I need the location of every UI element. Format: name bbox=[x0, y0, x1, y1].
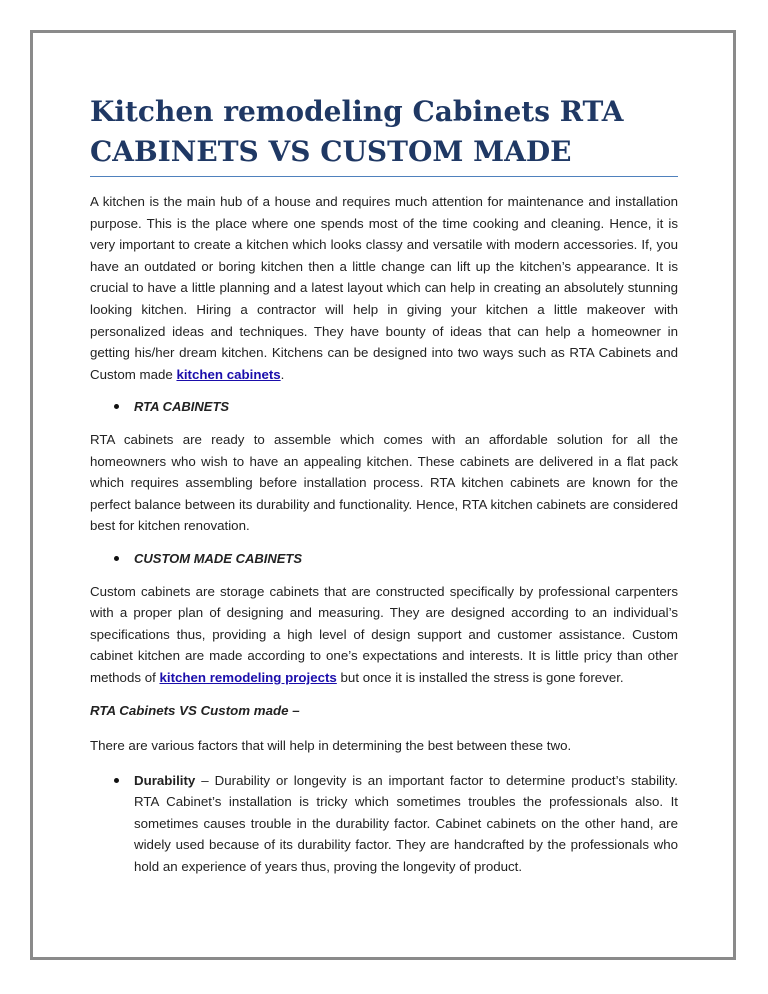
kitchen-remodeling-projects-link[interactable]: kitchen remodeling projects bbox=[159, 669, 337, 685]
bullet-icon bbox=[114, 404, 119, 409]
bullet-icon bbox=[114, 556, 119, 561]
durability-text: – Durability or longevity is an important factor to determine product’s stability. RTA Cabinet’s installation is tricky which sometimes troubles the professionals also. It sometimes causes trouble in the durability factor. Cabinet cabinets on the other hand, are widely used because of its durability factor. They are handcrafted by the professionals who hold an experience of years thus, proving the longevity of product. bbox=[134, 772, 678, 875]
custom-paragraph bbox=[90, 581, 678, 689]
title-line-1: Kitchen remodeling Cabinets RTA bbox=[90, 95, 624, 128]
durability-paragraph bbox=[134, 770, 678, 878]
custom-heading bbox=[90, 548, 678, 570]
intro-paragraph bbox=[90, 191, 678, 385]
page-title bbox=[90, 92, 678, 177]
durability-term: Durability bbox=[134, 772, 196, 788]
rta-heading bbox=[90, 396, 678, 418]
comparison-heading: RTA Cabinets VS Custom made – bbox=[90, 703, 300, 719]
rta-paragraph: RTA cabinets are ready to assemble which comes with an affordable solution for all the homeowners who wish to have an appealing kitchen. These cabinets are delivered in a flat pack which requires assembling before installation process. RTA kitchen cabinets are known for the perfect balance between its durability and functionality. Hence, RTA kitchen cabinets are considered best for kitchen renovation. bbox=[90, 431, 678, 534]
kitchen-cabinets-link[interactable]: kitchen cabinets bbox=[176, 366, 281, 382]
intro-text: A kitchen is the main hub of a house and requires much attention for maintenance and installation purpose. This is the place where one spends most of the time cooking and cleaning. Hence, it is very important to create a kitchen which looks classy and versatile with modern accessories. If, you have an outdated or boring kitchen then a little change can lift up the kitchen’s appearance. It is crucial to have a little planning and a latest layout which can help in creating an absolutely stunning looking kitchen. Hiring a contractor will help in giving your kitchen a little makeover with personalized ideas and techniques. They have bounty of ideas that can help a homeowner in getting his/her dream kitchen. Kitchens can be designed into two ways such as RTA Cabinets and Custom made bbox=[90, 194, 678, 382]
intro-end: . bbox=[280, 366, 285, 382]
custom-text-after: but once it is installed the stress is gone forever. bbox=[336, 669, 624, 685]
title-line-2: CABINETS VS CUSTOM MADE bbox=[90, 135, 572, 168]
comparison-lead: There are various factors that will help in determining the best between these two. bbox=[90, 738, 572, 754]
custom-heading-label: CUSTOM MADE CABINETS bbox=[134, 550, 303, 566]
durability-item bbox=[90, 770, 678, 878]
custom-text-before: Custom cabinets are storage cabinets that are constructed specifically by professional carpenters with a proper plan of designing and measuring. They are designed according to an individual’s specifications thus, providing a high level of design support and customer assistance. Custom cabinet kitchen are made according to one’s expectations and interests. It is little pricy than other methods of bbox=[90, 583, 678, 685]
rta-heading-label: RTA CABINETS bbox=[134, 399, 230, 415]
bullet-icon bbox=[114, 778, 119, 783]
document-body bbox=[90, 92, 678, 878]
